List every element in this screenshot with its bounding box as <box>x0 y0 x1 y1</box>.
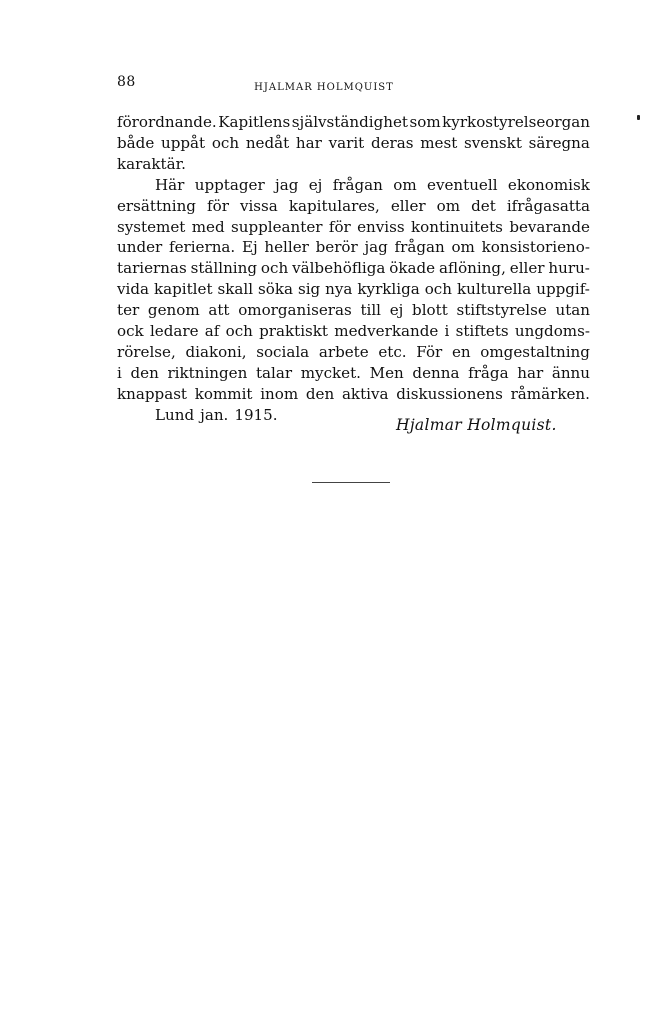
word: kyrkostyrelseorgan <box>442 113 590 131</box>
word: huru- <box>548 259 590 278</box>
word: riktningen <box>167 363 248 382</box>
word: ej <box>389 301 404 320</box>
word: svenskt <box>464 133 522 152</box>
word: med <box>191 217 225 236</box>
word: om <box>393 175 417 194</box>
word: kommit <box>194 384 253 403</box>
word: aflöning, <box>439 259 506 278</box>
word: den <box>130 363 159 382</box>
text-line <box>117 196 590 217</box>
word: 1915. <box>234 405 278 424</box>
word: berör <box>315 238 358 257</box>
text-line <box>117 279 590 300</box>
margin-mark <box>637 115 640 120</box>
word: upptager <box>194 175 265 194</box>
text-line <box>117 384 590 405</box>
word: till <box>360 301 382 320</box>
word: karaktär. <box>117 154 186 173</box>
text-line <box>117 217 590 238</box>
word: ungdoms- <box>514 322 590 341</box>
word: Här <box>155 175 185 194</box>
word: genom <box>147 301 200 320</box>
word: Lund <box>155 405 195 424</box>
word: heller <box>264 238 309 257</box>
word: omorganiseras <box>238 301 352 320</box>
word: Ej <box>241 238 258 257</box>
signature: Hjalmar Holmquist. <box>396 416 557 434</box>
word: nedåt <box>245 133 290 152</box>
text-line <box>117 258 590 279</box>
word: kapitulares, <box>288 196 380 215</box>
word: sociala <box>256 342 310 361</box>
word: ter <box>117 301 140 320</box>
word: eventuell <box>427 175 498 194</box>
word: förordnande. <box>117 113 217 131</box>
page-number: 88 <box>117 74 136 90</box>
word: frågan <box>332 175 383 194</box>
word: deras <box>370 133 414 152</box>
word: sig <box>297 280 321 299</box>
text-line <box>117 112 590 133</box>
word: som <box>409 113 441 131</box>
word: i <box>117 363 122 382</box>
word: eller <box>390 196 426 215</box>
word: ökade <box>389 259 436 278</box>
word: fråga <box>468 363 509 382</box>
word: vida <box>117 280 150 299</box>
text-line <box>117 342 590 363</box>
word: frågan <box>394 238 445 257</box>
word: etc. <box>378 342 407 361</box>
word: en <box>451 342 471 361</box>
word: stiftstyrelse <box>456 301 547 320</box>
word: blott <box>412 301 448 320</box>
word: knappast <box>117 384 188 403</box>
end-rule <box>312 482 390 483</box>
word: jan. <box>200 405 229 424</box>
word: ersättning <box>117 196 196 215</box>
word: självständighet <box>291 113 408 131</box>
word: tariernas <box>117 259 187 278</box>
word: utan <box>555 301 590 320</box>
word: kontinuitets <box>411 217 503 236</box>
word: mycket. <box>300 363 361 382</box>
word: ekonomisk <box>507 175 590 194</box>
word: har <box>517 363 544 382</box>
word: nya <box>325 280 353 299</box>
word: rörelse, <box>117 342 176 361</box>
word: och <box>260 259 289 278</box>
word: jag <box>275 175 299 194</box>
word: systemet <box>117 217 186 236</box>
word: ännu <box>551 363 590 382</box>
word: Men <box>369 363 404 382</box>
word: den <box>305 384 335 403</box>
word: medverkande <box>334 322 439 341</box>
word: uppåt <box>160 133 206 152</box>
word: om <box>436 196 461 215</box>
word: för <box>207 196 229 215</box>
word: suppleanter <box>231 217 323 236</box>
word: enviss <box>357 217 405 236</box>
word: jag <box>364 238 388 257</box>
word: söka <box>258 280 293 299</box>
word: har <box>295 133 322 152</box>
word: af <box>204 322 220 341</box>
word: ställning <box>190 259 258 278</box>
word: kapitlet <box>153 280 213 299</box>
word: kulturella <box>456 280 532 299</box>
word: välbehöfliga <box>292 259 386 278</box>
word: det <box>471 196 496 215</box>
word: aktiva <box>341 384 389 403</box>
word: att <box>208 301 230 320</box>
word: praktiskt <box>259 322 328 341</box>
word: Kapitlens <box>218 113 291 131</box>
text-line <box>117 300 590 321</box>
text-line <box>117 237 590 258</box>
text-line <box>117 133 590 154</box>
word: bevarande <box>509 217 590 236</box>
word: mest <box>420 133 458 152</box>
word: varit <box>328 133 365 152</box>
word: ej <box>308 175 323 194</box>
word: ifrågasatta <box>506 196 590 215</box>
word: under <box>117 238 163 257</box>
running-head: HJALMAR HOLMQUIST <box>254 82 394 93</box>
word: ledare <box>149 322 199 341</box>
word: arbete <box>318 342 369 361</box>
word: om <box>451 238 475 257</box>
word: och <box>424 280 452 299</box>
body-text <box>117 112 590 426</box>
word: säregna <box>528 133 590 152</box>
word: denna <box>412 363 460 382</box>
word: diakoni, <box>185 342 247 361</box>
word: i <box>444 322 450 341</box>
text-line <box>117 175 590 196</box>
word: ock <box>117 322 144 341</box>
word: ferierna. <box>169 238 236 257</box>
word: konsistorieno- <box>481 238 590 257</box>
text-line <box>117 321 590 342</box>
word: uppgif- <box>536 280 590 299</box>
word: inom <box>260 384 299 403</box>
word: vissa <box>239 196 278 215</box>
text-line <box>117 154 590 175</box>
word: råmärken. <box>510 384 590 403</box>
word: kyrkliga <box>357 280 420 299</box>
word: stiftets <box>455 322 509 341</box>
word: och <box>211 133 240 152</box>
text-line <box>117 363 590 384</box>
word: eller <box>509 259 545 278</box>
word: talar <box>255 363 293 382</box>
word: omgestaltning <box>480 342 590 361</box>
word: För <box>416 342 443 361</box>
word: för <box>328 217 351 236</box>
word: både <box>117 133 155 152</box>
word: skall <box>217 280 254 299</box>
word: och <box>225 322 253 341</box>
word: diskussionens <box>396 384 503 403</box>
